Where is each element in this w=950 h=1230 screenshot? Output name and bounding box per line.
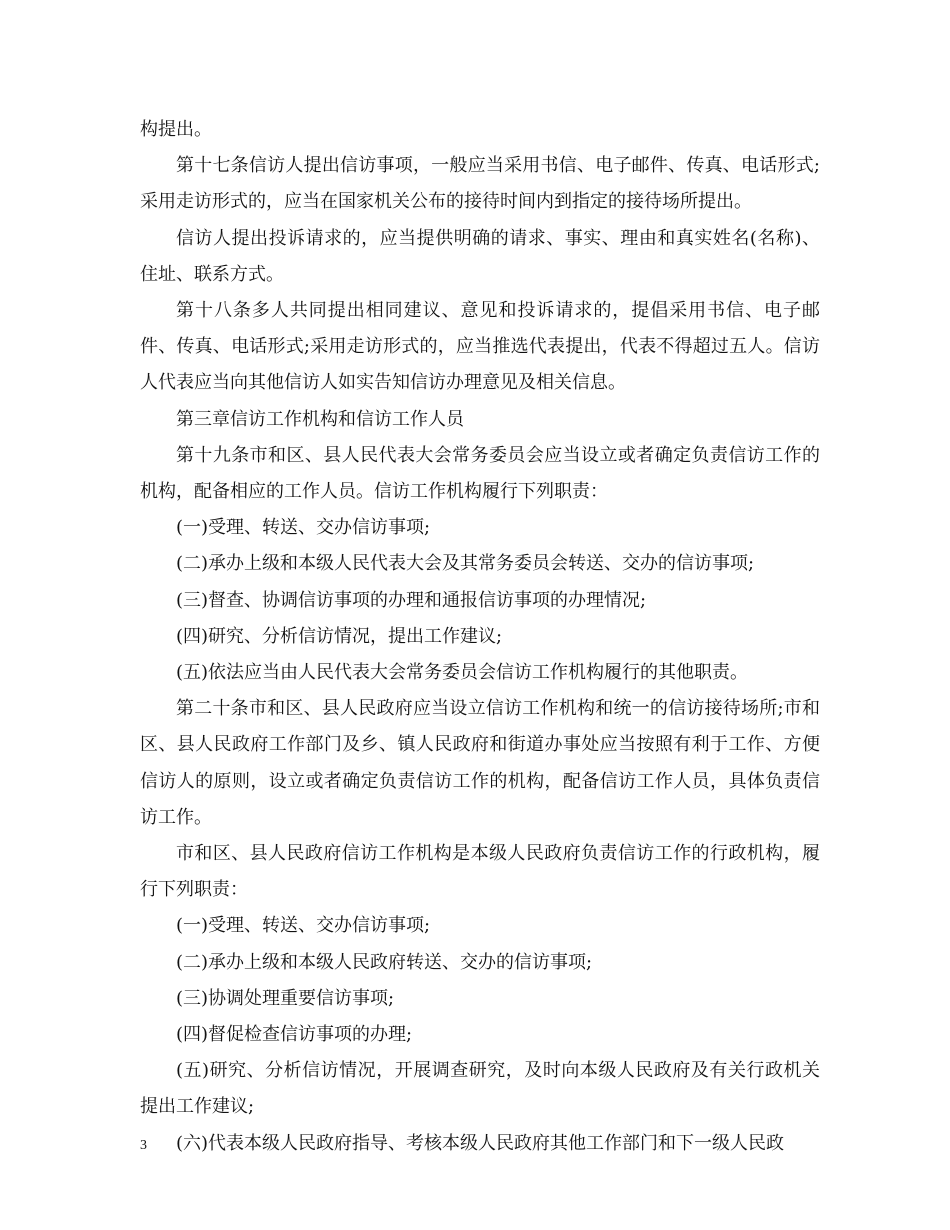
paragraph: 信访人提出投诉请求的，应当提供明确的请求、事实、理由和真实姓名(名称)、住址、联系方式。 [140, 227, 820, 285]
paragraph: 第十八条多人共同提出相同建议、意见和投诉请求的，提倡采用书信、电子邮件、传真、电话形式;采用走访形式的，应当推选代表提出，代表不得超过五人。信访人代表应当向其他信访人如实告知信访办理意见及相关信息。 [140, 300, 820, 394]
page-number: 3 [140, 1138, 147, 1153]
paragraph: (五)依法应当由人民代表大会常务委员会信访工作机构履行的其他职责。 [176, 662, 749, 684]
document-body [140, 112, 820, 1162]
paragraph: (三)协调处理重要信访事项; [176, 987, 395, 1009]
paragraph: (四)督促检查信访事项的办理; [176, 1024, 413, 1046]
paragraph: 市和区、县人民政府信访工作机构是本级人民政府负责信访工作的行政机构，履行下列职责： [140, 843, 820, 901]
paragraph: 构提出。 [140, 119, 212, 140]
paragraph: (二)承办上级和本级人民政府转送、交办的信访事项; [176, 951, 593, 973]
paragraph: 第十七条信访人提出信访事项，一般应当采用书信、电子邮件、传真、电话形式;采用走访形式的，应当在国家机关公布的接待时间内到指定的接待场所提出。 [140, 155, 820, 213]
paragraph: (一)受理、转送、交办信访事项; [176, 915, 431, 937]
paragraph: 第十九条市和区、县人民代表大会常务委员会应当设立或者确定负责信访工作的机构，配备相应的工作人员。信访工作机构履行下列职责： [140, 444, 820, 503]
paragraph: (四)研究、分析信访情况，提出工作建议; [176, 625, 503, 647]
paragraph: (一)受理、转送、交办信访事项; [176, 517, 431, 539]
paragraph: (三)督查、协调信访事项的办理和通报信访事项的办理情况; [176, 589, 647, 611]
paragraph: 第三章信访工作机构和信访工作人员 [176, 408, 464, 430]
paragraph: (五)研究、分析信访情况，开展调查研究，及时向本级人民政府及有关行政机关提出工作建议; [140, 1060, 820, 1118]
paragraph: 第二十条市和区、县人民政府应当设立信访工作机构和统一的信访接待场所;市和区、县人民政府工作部门及乡、镇人民政府和街道办事处应当按照有利于工作、方便信访人的原则，设立或者确定负责信访工作的机构，配备信访工作人员，具体负责信访工作。 [140, 698, 820, 828]
paragraph: (六)代表本级人民政府指导、考核本级人民政府其他工作部门和下一级人民政 [176, 1132, 785, 1154]
paragraph: (二)承办上级和本级人民代表大会及其常务委员会转送、交办的信访事项; [176, 553, 755, 575]
